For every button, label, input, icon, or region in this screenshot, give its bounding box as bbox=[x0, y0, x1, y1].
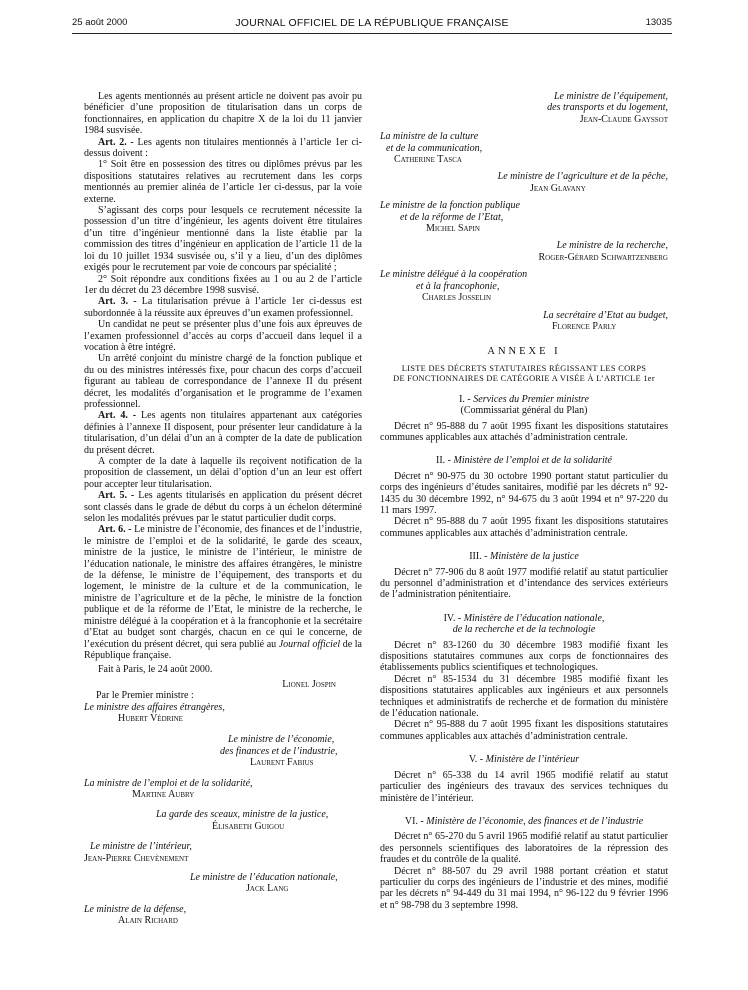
signatory-name: Charles Josselin bbox=[422, 292, 492, 304]
signatory-name: Jack Lang bbox=[246, 883, 289, 895]
signatory-name: Martine Aubry bbox=[132, 788, 195, 800]
signatory-title: Le ministre de l’agriculture et de la pêche, bbox=[497, 171, 668, 183]
signatory-title: Le ministre de l’économie, bbox=[228, 734, 335, 746]
article-label: Art. 2. - bbox=[98, 136, 134, 148]
signatory-title: et de la communication, bbox=[386, 142, 483, 154]
paragraph: Décret n° 88-507 du 29 avril 1988 portant création et statut particulier du corps des ingénieurs de l’industrie et des mines, modifié par les décrets n° 94-449 du 31 mai 1994, n° 96-122 du 9 février 1996 et n° 98-798 du 3 septembre 1998. bbox=[380, 865, 668, 911]
signatory-name: Hubert Védrine bbox=[118, 712, 183, 724]
article-5: Art. 5. - Les agents titularisés en application du présent décret sont classés dans le grade de début du corps à un échelon déterminé selon les modalités prévues par le statut particulier dudit corps. bbox=[84, 490, 362, 525]
paragraph: Décret n° 95-888 du 7 août 1995 fixant les dispositions statutaires communes applicables aux attachés d’administration centrale. bbox=[380, 420, 668, 443]
signatory-title: et à la francophonie, bbox=[416, 280, 500, 292]
paragraph: Un candidat ne peut se présenter plus d’une fois aux épreuves de l’examen professionnel d’accès au corps d’accueil dans lequel il a vocation à être intégré. bbox=[84, 319, 362, 353]
section-heading: V. - Ministère de l’intérieur bbox=[468, 754, 580, 766]
signatory-name: Catherine Tasca bbox=[394, 154, 462, 166]
signatory-title: Le ministre de la recherche, bbox=[556, 240, 668, 252]
signatory-title: La secrétaire d’Etat au budget, bbox=[543, 309, 668, 321]
paragraph: Décret n° 85-1534 du 31 décembre 1985 modifié fixant les dispositions statutaires applicables aux ingénieurs et aux personnels techniques et administratifs de recherche et de formation du ministère de l’éducation nationale. bbox=[380, 673, 668, 720]
signature-pm: Lionel Jospin bbox=[282, 678, 336, 690]
paragraph: Décret n° 77-906 du 8 août 1977 modifié relatif au statut particulier du personnel d’administration et d’intendance des services extérieurs de l’administration pénitentiaire. bbox=[380, 566, 668, 601]
annexe-title: ANNEXE I bbox=[487, 346, 561, 358]
paragraph: Décret n° 65-270 du 5 avril 1965 modifié relatif au statut particulier des personnels scientifiques des laboratoires de la répression des fraudes et du contrôle de la qualité. bbox=[380, 831, 668, 866]
paragraph: Les agents mentionnés au présent article ne doivent pas avoir pu bénéficier d’une proposition de titularisation dans un corps de fonctionnaires, en application du chapitre X de la loi du 11 janvier 1984 susvisée. bbox=[84, 91, 362, 137]
signatory-name: Élisabeth Guigou bbox=[212, 820, 285, 832]
right-column bbox=[380, 91, 668, 911]
page-number: 13035 bbox=[645, 17, 672, 28]
signatory-title: Le ministre de la défense, bbox=[84, 903, 187, 915]
signatory-name: Laurent Fabius bbox=[250, 757, 314, 769]
signatory-title: Le ministre de l’éducation nationale, bbox=[190, 872, 338, 883]
signatory-title: des transports et du logement, bbox=[547, 102, 668, 114]
article-3: Art. 3. - La titularisation prévue à l’article 1er ci-dessus est subordonnée à la réussite aux épreuves d’un examen professionnel. bbox=[84, 296, 362, 319]
article-4: Art. 4. - Les agents non titulaires appartenant aux catégories définies à l’annexe II disposent, pour présenter leur candidature à la titularisation, d’un délai d’un an à compter de la date de publication du présent décret. bbox=[84, 410, 362, 456]
signatory-title: Le ministre délégué à la coopération bbox=[380, 269, 528, 281]
signatory-title: et de la réforme de l’Etat, bbox=[400, 211, 504, 223]
signatory-title: Le ministre des affaires étrangères, bbox=[84, 701, 225, 713]
paragraph: 1° Soit être en possession des titres ou diplômes prévus par les dispositions statutaires relatives au recrutement dans les corps mentionnés au premier alinéa de l’article 1er ci-dessus, par la voie externe. bbox=[84, 159, 362, 205]
par-premier-ministre: Par le Premier ministre : bbox=[96, 690, 194, 702]
article-label: Art. 3. - bbox=[98, 296, 137, 308]
annexe-subtitle: LISTE DES DÉCRETS STATUTAIRES RÉGISSANT LES CORPS DE FONCTIONNAIRES DE CATÉGORIE A VISÉE À L’ARTICLE 1er bbox=[393, 363, 655, 384]
section-heading: I. - Services du Premier ministre (Commissariat général du Plan) bbox=[459, 393, 589, 417]
paragraph: S’agissant des corps pour lesquels ce recrutement nécessite la possession d’un titre d’ingénieur, les agents doivent être titulaires d’un titre d’ingénieur mentionné dans la liste établie par la commission des titres d’ingénieur en application de l’article 11 de la loi du 10 juillet 1934 susvisée ou, s’il y a lieu, d’un des diplômes exigés pour le recrutement par voie de concours par spécialité ; bbox=[84, 205, 362, 274]
section-heading: IV. - Ministère de l’éducation nationale, de la recherche et de la technologie bbox=[443, 612, 605, 636]
signatory-title: Le ministre de l’équipement, bbox=[553, 91, 668, 102]
signatory-title: La ministre de la culture bbox=[380, 131, 479, 143]
signatory-name: Florence Parly bbox=[552, 320, 617, 332]
signatory-name: Jean-Pierre Chevènement bbox=[84, 852, 189, 864]
section-heading: III. - Ministère de la justice bbox=[469, 551, 579, 563]
header-rule bbox=[72, 33, 672, 34]
article-label: Art. 5. - bbox=[98, 490, 135, 502]
signatory-name: Alain Richard bbox=[118, 915, 178, 927]
article-label: Art. 6. - bbox=[98, 524, 132, 536]
paragraph: Décret n° 90-975 du 30 octobre 1990 portant statut particulier du corps des ingénieurs d’études sanitaires, modifié par les décrets n° 92-1435 du 30 décembre 1992, n° 94-675 du 3 août 1994 et n° 97-220 du 11 mars 1997. bbox=[380, 470, 668, 516]
journal-title: JOURNAL OFFICIEL DE LA RÉPUBLIQUE FRANÇAISE bbox=[235, 17, 509, 29]
signatory-title: Le ministre de la fonction publique bbox=[380, 200, 520, 212]
section-heading: VI. - Ministère de l’économie, des finances et de l’industrie bbox=[404, 815, 644, 827]
paragraph: A compter de la date à laquelle ils reçoivent notification de la proposition de classement, un délai d’option d’un an leur est offert pour accepter leur titularisation. bbox=[84, 456, 362, 490]
signatory-name: Jean Glavany bbox=[530, 182, 586, 194]
paragraph: Un arrêté conjoint du ministre chargé de la fonction publique et du ou des ministres intéressés fixe, pour chacun des corps d’accueil figurant au tableau de correspondance de l’annexe II du présent décret, les modalités d’organisation et le programme de l’examen professionnel. bbox=[84, 353, 362, 410]
left-column bbox=[84, 91, 362, 927]
paragraph: Décret n° 65-338 du 14 avril 1965 modifié relatif au statut particulier des ingénieurs des travaux des services techniques du ministère de l’intérieur. bbox=[380, 769, 668, 804]
signatory-title: Le ministre de l’intérieur, bbox=[90, 841, 192, 853]
paragraph: Décret n° 83-1260 du 30 décembre 1983 modifié fixant les dispositions statutaires communes aux corps de fonctionnaires des établissements publics scientifiques et technologiques. bbox=[380, 639, 668, 674]
signatory-title: La ministre de l’emploi et de la solidarité, bbox=[84, 777, 253, 789]
page-header bbox=[72, 17, 672, 31]
paragraph: 2° Soit répondre aux conditions fixées au 1 ou au 2 de l’article 1er du décret du 23 décembre 1998 susvisé. bbox=[84, 273, 362, 296]
signatory-name: Jean-Claude Gayssot bbox=[579, 113, 668, 125]
signatory-title: des finances et de l’industrie, bbox=[220, 745, 338, 757]
article-6: Art. 6. - Le ministre de l’économie, des finances et de l’industrie, le ministre de l’emploi et de la solidarité, le garde des sceaux, ministre de la justice, le ministre de l’intérieur, le ministre de l’éducation nationale, le ministre des affaires étrangères, le ministre de la défense, le ministre de l’équipement, des transports et du logement, le ministre de la culture et de la communication, le ministre de l’agriculture et de la pêche, le ministre de la fonction publique et de la réforme de l’Etat, le ministre de la recherche, le ministre délégué à la coopération et à la francophonie et la secrétaire d’Etat au budget sont chargés, chacun en ce qui le concerne, de l’exécution du présent décret, qui sera publié au Journal officiel de la République française. bbox=[84, 524, 362, 661]
section-heading: II. - Ministère de l’emploi et de la solidarité bbox=[436, 455, 612, 467]
place-date: Fait à Paris, le 24 août 2000. bbox=[98, 664, 213, 676]
paragraph: Décret n° 95-888 du 7 août 1995 fixant les dispositions statutaires communes applicables aux attachés d’administration centrale. bbox=[380, 719, 668, 742]
paragraph: Décret n° 95-888 du 7 août 1995 fixant les dispositions statutaires communes applicables aux attachés d’administration centrale. bbox=[380, 516, 668, 539]
article-2: Art. 2. - Les agents non titulaires mentionnés à l’article 1er ci-dessus doivent : bbox=[84, 136, 362, 160]
issue-date: 25 août 2000 bbox=[72, 17, 128, 28]
signatory-title: La garde des sceaux, ministre de la justice, bbox=[156, 809, 329, 821]
signatory-name: Michel Sapin bbox=[426, 223, 480, 235]
signatory-name: Roger-Gérard Schwartzenberg bbox=[538, 251, 668, 263]
article-label: Art. 4. - bbox=[98, 410, 137, 422]
